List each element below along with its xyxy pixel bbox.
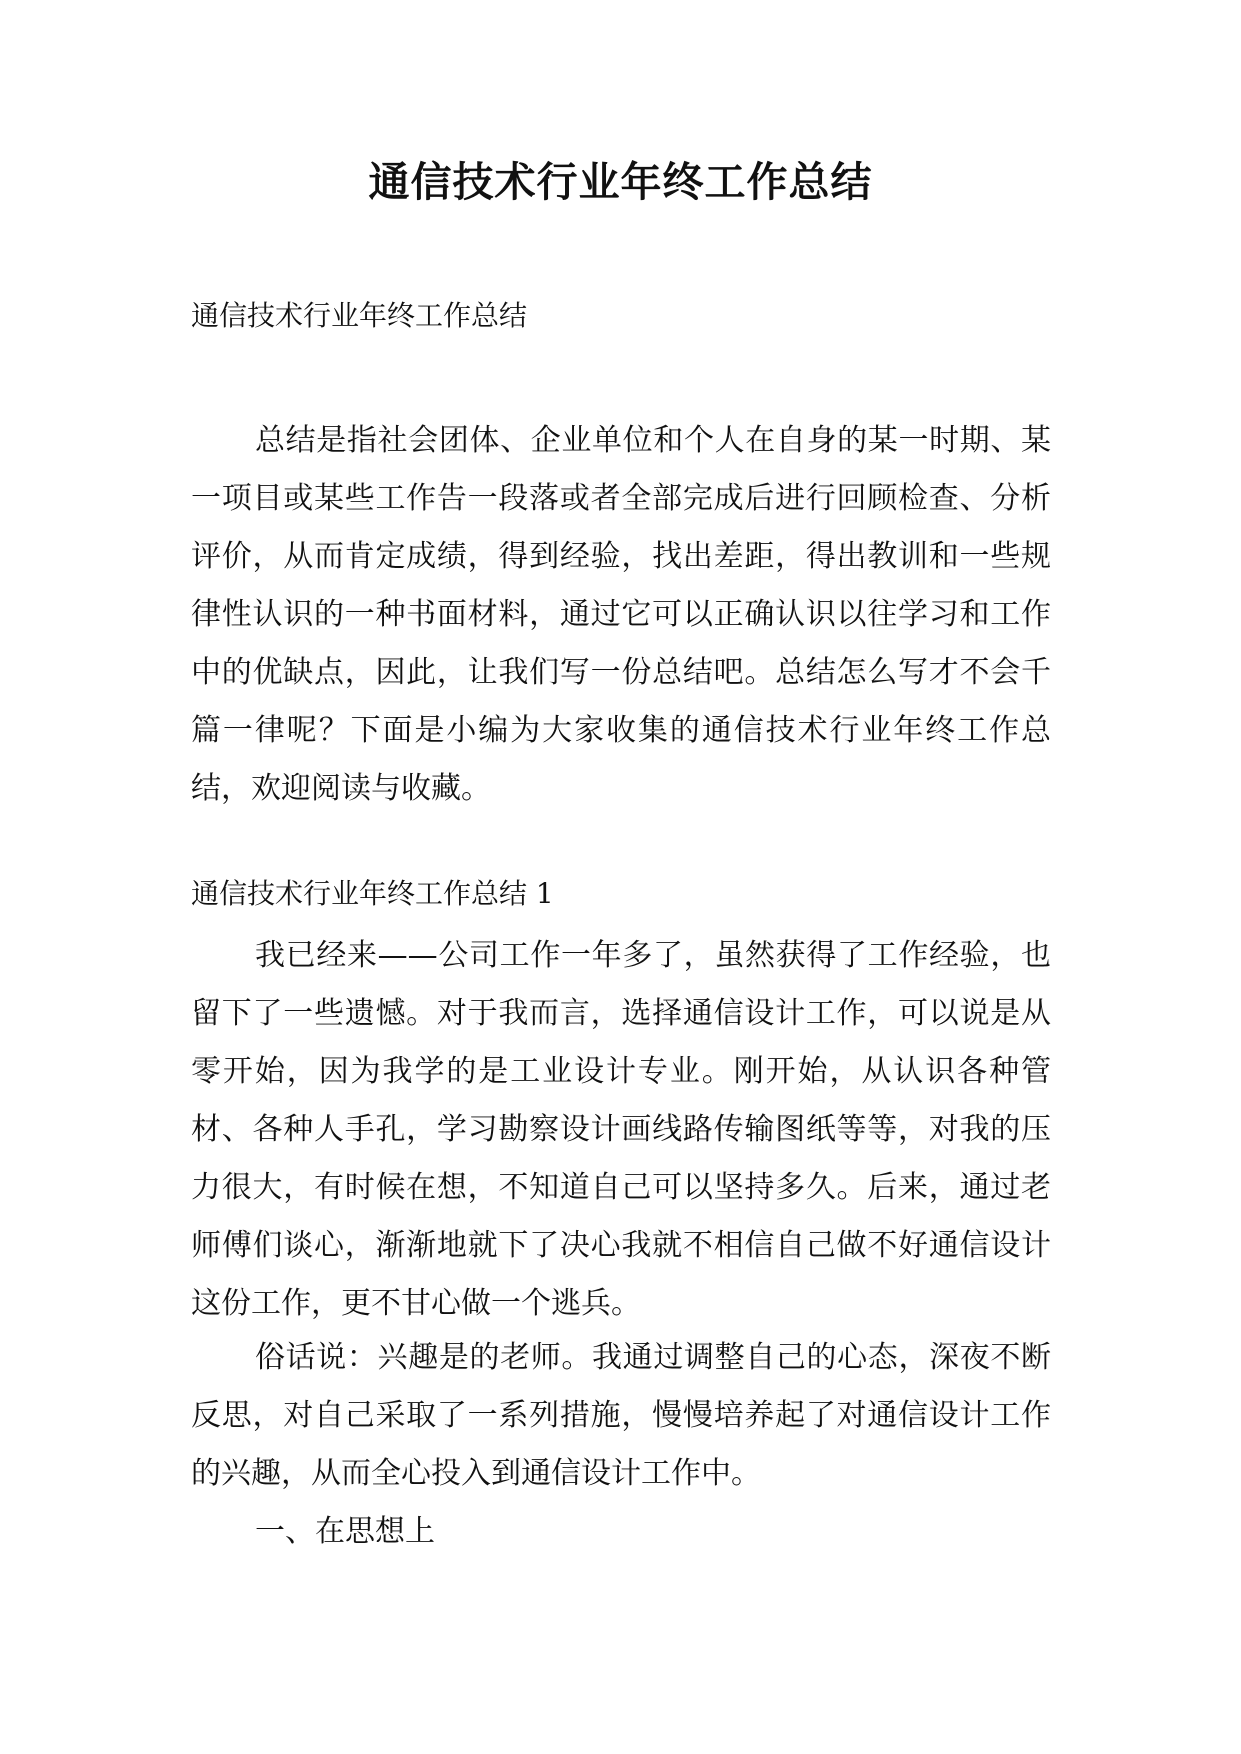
subsection-heading: 一、在思想上 [255,1514,435,1549]
intro-heading: 通信技术行业年终工作总结 [191,299,528,332]
document-title: 通信技术行业年终工作总结 [368,158,873,206]
body-paragraph: 我已经来——公司工作一年多了，虽然获得了工作经验，也留下了一些遗憾。对于我而言，选择通信设计工作，可以说是从零开始，因为我学的是工业设计专业。刚开始，从认识各种管材、各种人手孔，学习勘察设计画线路传输图纸等等，对我的压力很大，有时候在想，不知道自己可以坚持多久。后来，通过老师傅们谈心，渐渐地就下了决心我就不相信自己做不好通信设计这份工作，更不甘心做一个逃兵。 [191,938,1051,1321]
intro-paragraph: 总结是指社会团体、企业单位和个人在自身的某一时期、某一项目或某些工作告一段落或者全部完成后进行回顾检查、分析评价，从而肯定成绩，得到经验，找出差距，得出教训和一些规律性认识的一种书面材料，通过它可以正确认识以往学习和工作中的优缺点，因此，让我们写一份总结吧。总结怎么写才不会千篇一律呢？下面是小编为大家收集的通信技术行业年终工作总结，欢迎阅读与收藏。 [191,423,1051,806]
section-heading: 通信技术行业年终工作总结 1 [191,877,554,910]
body-paragraph: 俗话说：兴趣是的老师。我通过调整自己的心态，深夜不断反思，对自己采取了一系列措施，慢慢培养起了对通信设计工作的兴趣，从而全心投入到通信设计工作中。 [191,1340,1051,1491]
